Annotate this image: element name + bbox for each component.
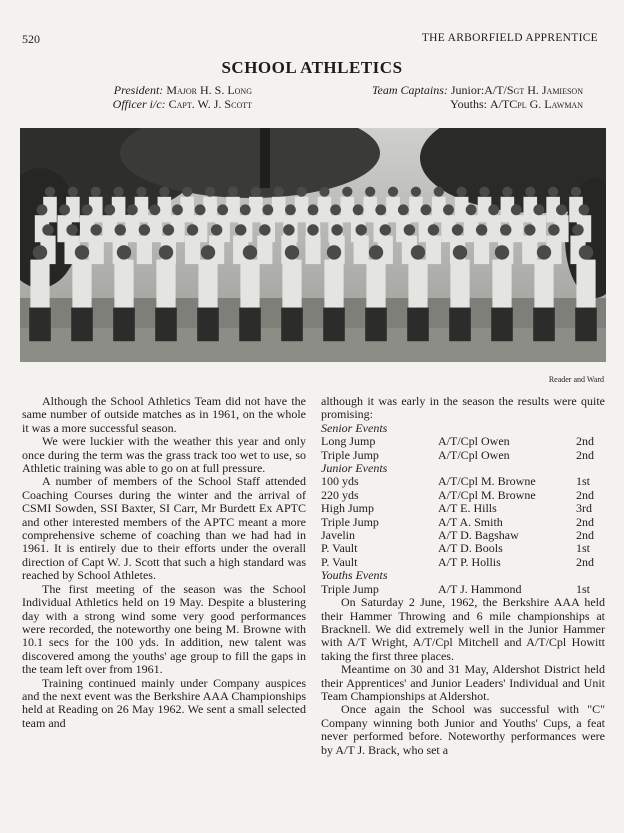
results-heading: Senior Events [321,420,388,435]
junior-label: Junior: [450,83,485,97]
result-row [321,449,605,462]
results-intro: although it was early in the season the results were quite promising: [321,394,605,422]
junior-captain: A/T/Sgt H. Jamieson [484,83,583,97]
athlete: A/T E. Hills [438,501,497,516]
paragraph: We were luckier with the weather this year and only once during the term was the grass track too wet to use, so Athletic training was able to go on at full pressure. [22,434,306,476]
captains-label: Team Captains: [371,83,448,97]
officer-label: Officer i/c: [112,97,166,111]
running-head: THE ARBORFIELD APPRENTICE [421,32,598,44]
officer-name: Capt. W. J. Scott [168,97,252,111]
photo-credit: Reader and Ward [548,375,604,384]
paragraph: On Saturday 2 June, 1962, the Berkshire AAA held their Hammer Throwing and 6 mile championships at Bracknell. We did extremely well in the Junior Hammer with A/T Wright, A/T/Cpl Mitchell and A/T/Cpl Howitt taking the first three places. [321,595,605,663]
athlete: A/T/Cpl M. Browne [438,474,536,489]
team-photograph [20,128,606,362]
place: 1st [576,581,591,596]
team-captains [321,83,583,111]
paragraph: Training continued mainly under Company auspices and the next event was the Berkshire AAA Championships held at Reading on 26 May 1962. We sent a small selected team and [22,675,306,730]
result-row [321,583,605,596]
athlete: A/T J. Hammond [438,581,522,596]
place: 3rd [576,501,592,516]
event: P. Vault [321,554,358,569]
result-row [321,502,605,515]
paragraph: A number of members of the School Staff attended Coaching Courses during the winter and the arrival of CSMI Sowden, SSI Baxter, SI Carr, Mr Burdett Ex APTC and other interested members of the APTC meant a more comprehensive scheme of coaching than we had had in 1961. It is entirely due to their efforts under the overall direction of Capt W. J. Scott that such a high standard was reached by School Athletes. [22,474,306,583]
results-table [321,422,605,596]
article-title: SCHOOL ATHLETICS [221,58,403,77]
youths-label: Youths: [450,97,487,111]
result-row [321,542,605,555]
place: 2nd [576,447,594,462]
event: Long Jump [321,434,376,449]
event: 100 yds [321,474,359,489]
result-row [321,435,605,448]
paragraph: Once again the School was successful with "C" Company winning both Junior and Youths' Cups, a feat never performed before. Noteworthy performances were by A/T J. Brack, who set a [321,702,605,757]
athlete: A/T D. Bools [438,541,503,556]
left-column [22,395,306,730]
paragraph: Although the School Athletics Team did not have the same number of outside matches as in 1961, on the whole it was a more successful season. [22,394,306,435]
result-row [321,475,605,488]
officials-left [80,83,252,111]
results-heading: Junior Events [321,461,388,476]
event: Triple Jump [321,514,379,529]
place: 2nd [576,554,594,569]
event: 220 yds [321,487,359,502]
youths-captain: A/TCpl G. Lawman [489,97,583,111]
athlete: A/T A. Smith [438,514,503,529]
place: 1st [576,474,591,489]
place: 2nd [576,487,594,502]
place: 2nd [576,434,594,449]
event: Triple Jump [321,447,379,462]
place: 2nd [576,514,594,529]
event: P. Vault [321,541,358,556]
athlete: A/T/Cpl Owen [438,434,510,449]
athlete: A/T/Cpl Owen [438,447,510,462]
result-row [321,556,605,569]
place: 1st [576,541,591,556]
page-number: 520 [22,32,40,46]
event: Triple Jump [321,581,379,596]
president-label: President: [113,83,164,97]
event: High Jump [321,501,375,516]
place: 2nd [576,528,594,543]
paragraph: Meantime on 30 and 31 May, Aldershot District held their Apprentices' and Junior Leaders' Individual and Unit Team Championships at Aldershot. [321,662,605,703]
team-photo-image [20,128,606,362]
athlete: A/T P. Hollis [438,554,501,569]
results-heading: Youths Events [321,568,388,583]
athlete: A/T D. Bagshaw [438,528,519,543]
result-row [321,489,605,502]
result-row [321,529,605,542]
event: Javelin [321,528,355,543]
result-row [321,516,605,529]
right-column [321,395,605,757]
paragraph: The first meeting of the season was the School Individual Athletics held on 19 May. Despite a blustering day with a strong wind some very good performances were recorded, the noteworthy one being M. Browne with 10.1 secs for the 100 yds. In addition, new talent was discovered among the youths' age group to fill the gaps in the team left over from 1961. [22,581,306,677]
athlete: A/T/Cpl M. Browne [438,487,536,502]
president-name: Major H. S. Long [166,83,252,97]
